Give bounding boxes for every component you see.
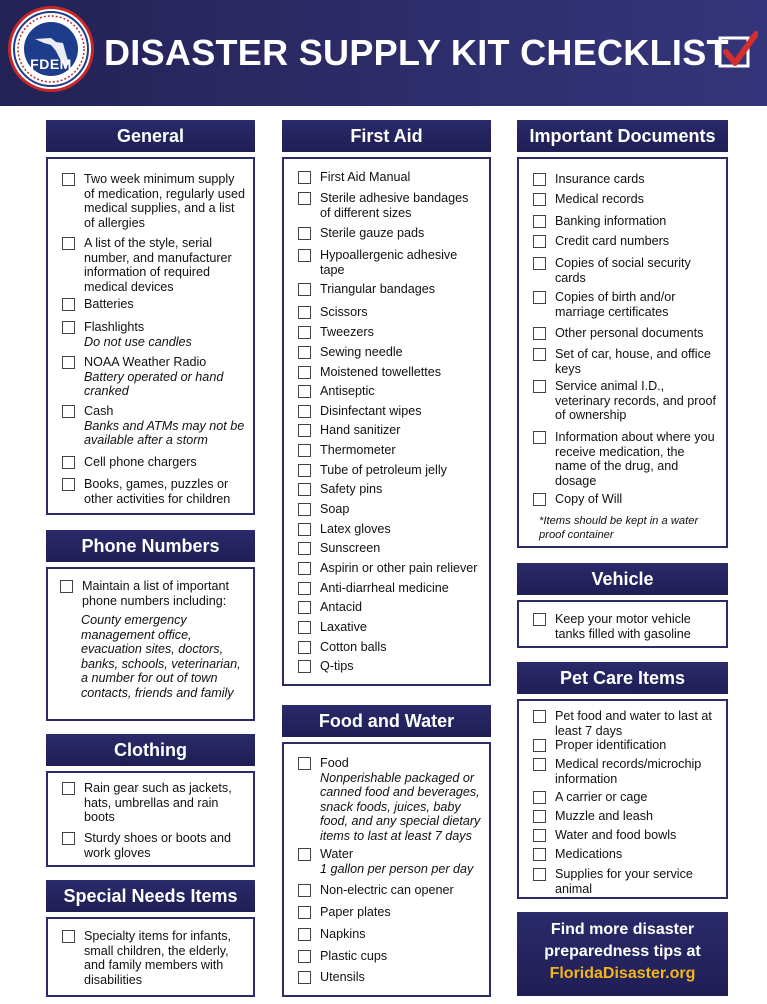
item-label: Keep your motor vehicle tanks filled with gasoline bbox=[555, 612, 691, 641]
checklist-item[interactable] bbox=[62, 404, 245, 448]
food-water-section bbox=[282, 742, 491, 997]
item-label: Thermometer bbox=[320, 443, 396, 457]
item-label: First Aid Manual bbox=[320, 170, 411, 184]
item-label: Copies of social security cards bbox=[555, 256, 691, 285]
checklist-item[interactable] bbox=[298, 365, 481, 380]
item-label: Moistened towellettes bbox=[320, 365, 442, 379]
checkbox[interactable] bbox=[533, 291, 546, 304]
item-label: Napkins bbox=[320, 927, 366, 941]
item-label: Q-tips bbox=[320, 659, 354, 673]
checkbox[interactable] bbox=[298, 523, 311, 536]
checkbox[interactable] bbox=[533, 215, 546, 228]
checkbox[interactable] bbox=[298, 171, 311, 184]
checklist-item[interactable] bbox=[62, 355, 245, 399]
checkbox[interactable] bbox=[62, 930, 75, 943]
item-label: Proper identification bbox=[555, 738, 667, 752]
item-label: Cash bbox=[84, 404, 114, 418]
checklist-item[interactable] bbox=[533, 612, 718, 641]
item-label: Copies of birth and/or marriage certificates bbox=[555, 290, 676, 319]
checklist-item[interactable] bbox=[533, 172, 718, 187]
checkbox[interactable] bbox=[533, 810, 546, 823]
checklist-item[interactable] bbox=[533, 326, 718, 341]
item-label: Flashlights bbox=[84, 320, 145, 334]
item-label: Supplies for your service animal bbox=[555, 867, 693, 896]
vehicle-heading: Vehicle bbox=[517, 563, 728, 595]
checklist-item[interactable] bbox=[298, 581, 481, 596]
checklist-item[interactable] bbox=[298, 905, 481, 920]
item-label: Banking information bbox=[555, 214, 667, 228]
item-label: Batteries bbox=[84, 297, 134, 311]
checkbox[interactable] bbox=[533, 493, 546, 506]
phone-list-note: County emergency management office, evacuation sites, doctors, banks, schools, veterinarian, a number for out of town contacts, friends and family bbox=[81, 613, 241, 700]
checklist-item[interactable] bbox=[62, 781, 245, 825]
checklist-item[interactable] bbox=[60, 579, 245, 608]
item-label: Other personal documents bbox=[555, 326, 704, 340]
promo-line-1: Find more disaster bbox=[550, 921, 695, 938]
checklist-item[interactable] bbox=[298, 463, 481, 478]
checkbox[interactable] bbox=[298, 562, 311, 575]
important-documents-section bbox=[517, 157, 728, 548]
item-label: Triangular bandages bbox=[320, 282, 436, 296]
checklist-item[interactable] bbox=[298, 482, 481, 497]
item-label: Service animal I.D., veterinary records, and proof of ownership bbox=[555, 379, 717, 423]
clothing-heading: Clothing bbox=[46, 734, 255, 766]
checklist-item[interactable] bbox=[62, 297, 245, 312]
checkbox[interactable] bbox=[298, 227, 311, 240]
checklist-item[interactable] bbox=[298, 170, 481, 185]
item-label: Antacid bbox=[320, 600, 363, 614]
checklist-item[interactable] bbox=[62, 831, 245, 860]
item-label: Sterile gauze pads bbox=[320, 226, 425, 240]
checkbox[interactable] bbox=[298, 444, 311, 457]
item-label: Hand sanitizer bbox=[320, 423, 401, 437]
item-label: Books, games, puzzles or other activities for children bbox=[84, 477, 231, 506]
item-note: 1 gallon per person per day bbox=[320, 861, 474, 876]
clothing-section bbox=[46, 771, 255, 867]
checklist-item[interactable] bbox=[298, 561, 481, 576]
page-title: DISASTER SUPPLY KIT CHECKLIST bbox=[104, 32, 729, 73]
item-label: Food bbox=[320, 756, 349, 770]
checkbox[interactable] bbox=[62, 478, 75, 491]
checkbox[interactable] bbox=[533, 829, 546, 842]
checklist-item[interactable] bbox=[533, 709, 718, 738]
checkbox[interactable] bbox=[298, 601, 311, 614]
checklist-item[interactable] bbox=[533, 234, 718, 249]
checkbox[interactable] bbox=[62, 782, 75, 795]
checkbox[interactable] bbox=[298, 483, 311, 496]
checklist-item[interactable] bbox=[533, 828, 718, 843]
checklist-item[interactable] bbox=[298, 502, 481, 517]
important-documents-heading: Important Documents bbox=[517, 120, 728, 152]
checkbox[interactable] bbox=[298, 283, 311, 296]
item-label: Tweezers bbox=[320, 325, 374, 339]
checklist-item[interactable] bbox=[533, 192, 718, 207]
item-note: Banks and ATMs may not be available after a storm bbox=[84, 418, 245, 448]
checkbox[interactable] bbox=[533, 868, 546, 881]
fdem-seal-logo bbox=[8, 6, 94, 92]
checklist-item[interactable] bbox=[62, 236, 245, 294]
checkbox[interactable] bbox=[298, 582, 311, 595]
checkbox[interactable] bbox=[298, 503, 311, 516]
checkbox[interactable] bbox=[533, 193, 546, 206]
checkbox[interactable] bbox=[298, 306, 311, 319]
item-label: Two week minimum supply of medication, regularly used medical supplies, and a list of allergies bbox=[84, 172, 246, 230]
checklist-item[interactable] bbox=[533, 757, 718, 786]
checkbox[interactable] bbox=[298, 385, 311, 398]
item-label: Scissors bbox=[320, 305, 368, 319]
item-label: Plastic cups bbox=[320, 949, 388, 963]
item-label: A list of the style, serial number, and manufacturer information of required medical devices bbox=[84, 236, 232, 294]
item-label: Utensils bbox=[320, 970, 365, 984]
checkbox[interactable] bbox=[62, 832, 75, 845]
checklist-item[interactable] bbox=[62, 477, 245, 506]
item-label: A carrier or cage bbox=[555, 790, 648, 804]
item-label: Set of car, house, and office keys bbox=[555, 347, 711, 376]
checkbox[interactable] bbox=[298, 928, 311, 941]
food-water-heading: Food and Water bbox=[282, 705, 491, 737]
checklist-item[interactable] bbox=[298, 345, 481, 360]
checklist-item[interactable] bbox=[298, 620, 481, 635]
promo-banner bbox=[517, 912, 728, 996]
florida-disaster-link[interactable]: FloridaDisaster.org bbox=[549, 965, 696, 982]
checklist-item[interactable] bbox=[62, 172, 245, 230]
checklist-item[interactable] bbox=[533, 290, 718, 319]
checklist-item[interactable] bbox=[298, 384, 481, 399]
checklist-item[interactable] bbox=[298, 883, 481, 898]
checkbox[interactable] bbox=[62, 356, 75, 369]
checkbox[interactable] bbox=[533, 348, 546, 361]
page-header bbox=[0, 0, 767, 106]
item-label: Medications bbox=[555, 847, 623, 861]
item-label: Aspirin or other pain reliever bbox=[320, 561, 478, 575]
general-heading: General bbox=[46, 120, 255, 152]
checklist-item[interactable] bbox=[298, 248, 481, 277]
checkbox[interactable] bbox=[62, 298, 75, 311]
promo-line-2: preparedness tips at bbox=[544, 943, 701, 960]
checklist-item[interactable] bbox=[533, 430, 718, 488]
phone-numbers-section bbox=[46, 567, 255, 721]
first-aid-section bbox=[282, 157, 491, 686]
item-label: Sterile adhesive bandages of different sizes bbox=[320, 191, 469, 220]
item-label: Antiseptic bbox=[320, 384, 375, 398]
checkbox[interactable] bbox=[298, 621, 311, 634]
checklist-item[interactable] bbox=[533, 738, 718, 753]
item-label: Cotton balls bbox=[320, 640, 387, 654]
checklist-item[interactable] bbox=[298, 191, 481, 220]
checklist-item[interactable] bbox=[533, 492, 718, 507]
checklist-item[interactable] bbox=[298, 325, 481, 340]
item-label: Water and food bowls bbox=[555, 828, 677, 842]
checkbox[interactable] bbox=[298, 906, 311, 919]
checkbox[interactable] bbox=[298, 542, 311, 555]
checkbox[interactable] bbox=[533, 791, 546, 804]
checklist-item[interactable] bbox=[298, 847, 481, 876]
checkbox[interactable] bbox=[62, 405, 75, 418]
item-label: Sewing needle bbox=[320, 345, 403, 359]
item-label: Sturdy shoes or boots and work gloves bbox=[84, 831, 232, 860]
checklist-item[interactable] bbox=[533, 790, 718, 805]
seal-abbreviation: FDEM bbox=[30, 56, 72, 72]
checklist-item[interactable] bbox=[533, 347, 718, 376]
item-label: Pet food and water to last at least 7 days bbox=[555, 709, 712, 738]
item-label: Maintain a list of important phone numbers including: bbox=[82, 579, 229, 608]
item-note: Do not use candles bbox=[84, 334, 192, 349]
checklist-item[interactable] bbox=[298, 522, 481, 537]
item-label: Soap bbox=[320, 502, 350, 516]
checklist-item[interactable] bbox=[533, 809, 718, 824]
checkbox[interactable] bbox=[298, 757, 311, 770]
checkbox[interactable] bbox=[533, 710, 546, 723]
vehicle-section bbox=[517, 600, 728, 648]
general-section bbox=[46, 157, 255, 515]
checkbox[interactable] bbox=[533, 848, 546, 861]
item-label: Anti-diarrheal medicine bbox=[320, 581, 449, 595]
checkbox[interactable] bbox=[62, 456, 75, 469]
seal-ring-graphic bbox=[11, 9, 91, 89]
checklist-item[interactable] bbox=[533, 379, 718, 423]
special-needs-section bbox=[46, 917, 255, 997]
checkbox[interactable] bbox=[298, 848, 311, 861]
item-label: Medical records bbox=[555, 192, 644, 206]
checkbox[interactable] bbox=[298, 424, 311, 437]
checkbox[interactable] bbox=[298, 405, 311, 418]
pet-care-section bbox=[517, 699, 728, 899]
checkbox[interactable] bbox=[533, 327, 546, 340]
item-label: Non-electric can opener bbox=[320, 883, 454, 897]
checklist-item[interactable] bbox=[298, 541, 481, 556]
item-label: Cell phone chargers bbox=[84, 455, 197, 469]
checklist-item[interactable] bbox=[62, 455, 245, 470]
item-label: Medical records/microchip information bbox=[555, 757, 702, 786]
first-aid-heading: First Aid bbox=[282, 120, 491, 152]
checkbox[interactable] bbox=[298, 950, 311, 963]
checklist-item[interactable] bbox=[298, 305, 481, 320]
checklist-item[interactable] bbox=[298, 756, 481, 844]
checklist-item[interactable] bbox=[298, 640, 481, 655]
item-label: Disinfectant wipes bbox=[320, 404, 422, 418]
item-label: Tube of petroleum jelly bbox=[320, 463, 447, 477]
item-label: Laxative bbox=[320, 620, 367, 634]
checkbox[interactable] bbox=[298, 660, 311, 673]
item-note: Nonperishable packaged or canned food and beverages, snack foods, juices, baby food, and any special dietary items to last at least 7 days bbox=[320, 770, 481, 843]
pet-care-heading: Pet Care Items bbox=[517, 662, 728, 694]
item-label: Water bbox=[320, 847, 354, 861]
item-label: Credit card numbers bbox=[555, 234, 670, 248]
checklist-item[interactable] bbox=[533, 867, 718, 896]
item-label: Sunscreen bbox=[320, 541, 381, 555]
checklist-item[interactable] bbox=[298, 423, 481, 438]
item-note: Battery operated or hand cranked bbox=[84, 369, 224, 399]
checkbox[interactable] bbox=[298, 249, 311, 262]
checklist-item[interactable] bbox=[298, 927, 481, 942]
checklist-item[interactable] bbox=[298, 282, 481, 297]
checkbox[interactable] bbox=[298, 326, 311, 339]
checkbox[interactable] bbox=[298, 464, 311, 477]
checklist-item[interactable] bbox=[298, 970, 481, 985]
checkbox[interactable] bbox=[533, 739, 546, 752]
checkbox[interactable] bbox=[533, 257, 546, 270]
checklist-item[interactable] bbox=[533, 256, 718, 285]
checkbox[interactable] bbox=[298, 884, 311, 897]
checklist-item[interactable] bbox=[62, 320, 245, 349]
checkbox[interactable] bbox=[298, 366, 311, 379]
checkbox[interactable] bbox=[298, 641, 311, 654]
checkbox[interactable] bbox=[533, 235, 546, 248]
checkbox[interactable] bbox=[298, 346, 311, 359]
checkbox[interactable] bbox=[533, 380, 546, 393]
checklist-item[interactable] bbox=[298, 404, 481, 419]
item-label: Information about where you receive medication, the name of the drug, and dosage bbox=[555, 430, 715, 488]
checklist-item[interactable] bbox=[62, 929, 245, 987]
item-label: Rain gear such as jackets, hats, umbrellas and rain boots bbox=[84, 781, 232, 825]
checklist-item[interactable] bbox=[533, 847, 718, 862]
special-needs-heading: Special Needs Items bbox=[46, 880, 255, 912]
checkbox[interactable] bbox=[533, 431, 546, 444]
item-label: Safety pins bbox=[320, 482, 383, 496]
item-label: Paper plates bbox=[320, 905, 391, 919]
item-label: NOAA Weather Radio bbox=[84, 355, 207, 369]
checklist-item[interactable] bbox=[298, 600, 481, 615]
checkbox[interactable] bbox=[298, 192, 311, 205]
checkbox[interactable] bbox=[533, 758, 546, 771]
checkbox[interactable] bbox=[60, 580, 73, 593]
checkbox[interactable] bbox=[298, 971, 311, 984]
documents-footnote: *Items should be kept in a water proof container bbox=[539, 515, 699, 541]
item-label: Latex gloves bbox=[320, 522, 391, 536]
item-label: Hypoallergenic adhesive tape bbox=[320, 248, 458, 277]
checklist-item[interactable] bbox=[533, 214, 718, 229]
checkbox[interactable] bbox=[533, 173, 546, 186]
item-label: Specialty items for infants, small children, the elderly, and family members with disabilities bbox=[84, 929, 231, 987]
checklist-item[interactable] bbox=[298, 226, 481, 241]
item-label: Muzzle and leash bbox=[555, 809, 654, 823]
phone-numbers-heading: Phone Numbers bbox=[46, 530, 255, 562]
checkbox[interactable] bbox=[62, 237, 75, 250]
checkbox[interactable] bbox=[533, 613, 546, 626]
item-label: Copy of Will bbox=[555, 492, 623, 506]
item-label: Insurance cards bbox=[555, 172, 645, 186]
checkbox-check-icon bbox=[718, 30, 758, 72]
checklist-item[interactable] bbox=[298, 659, 481, 674]
checkbox[interactable] bbox=[62, 173, 75, 186]
checklist-item[interactable] bbox=[298, 949, 481, 964]
checklist-item[interactable] bbox=[298, 443, 481, 458]
checkbox[interactable] bbox=[62, 321, 75, 334]
